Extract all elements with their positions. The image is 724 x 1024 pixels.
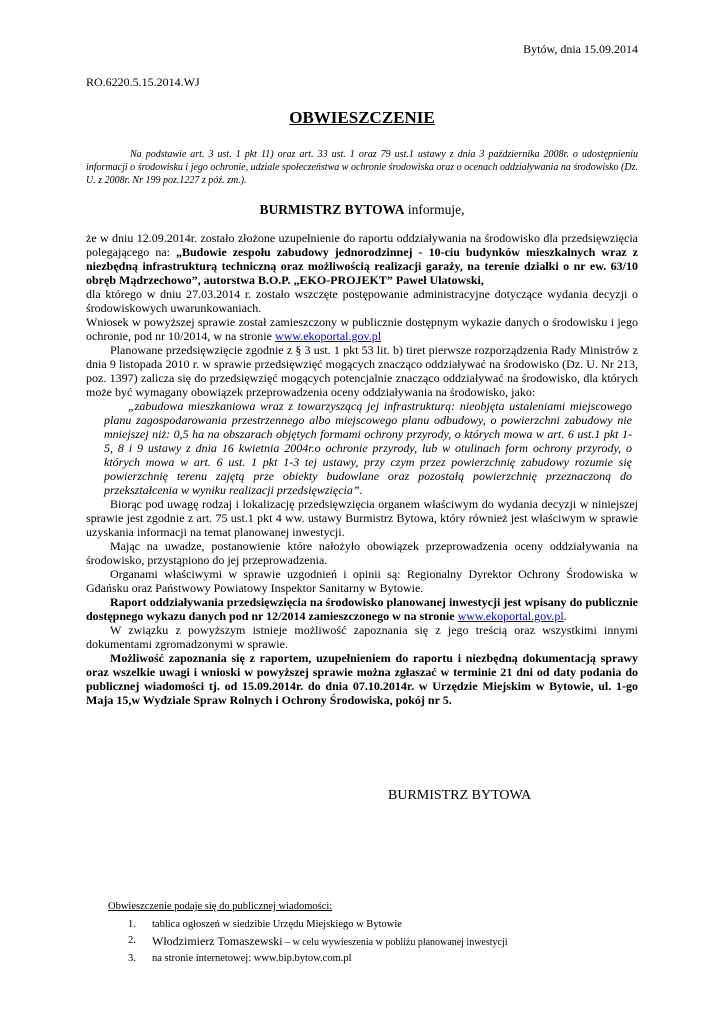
announcer-verb: informuje, <box>404 202 465 217</box>
paragraph-report: Raport oddziaływania przedsięwzięcia na środowisko planowanej inwestycji jest wpisany do publicznie dostępnego wykazu danych pod nr 12/2014 zamieszczonego w na stronie www.ekoportal.gov.pl. <box>86 595 638 623</box>
list-item: 2. Włodzimierz Tomaszewski – w celu wywieszenia w pobliżu planowanej inwestycji <box>128 934 508 948</box>
document-title: OBWIESZCZENIE <box>289 108 435 127</box>
paragraph-assessment: Mając na uwadze, postanowienie które nałożyło obowiązek przeprowadzenia oceny oddziaływania na środowisko, przystąpiono do jej przeprowadzenia. <box>86 539 638 567</box>
notice-list <box>128 917 508 967</box>
legal-basis: Na podstawie art. 3 ust. 1 pkt 11) oraz art. 33 ust. 1 oraz 79 ust.1 ustawy z dnia 3 października 2008r. o udostępnieniu informacji o środowisku i jego ochronie, udziale społeczeństwa w ochronie środowiska oraz o ocenach oddziaływania na środowisko (Dz. U. z 2008r. Nr 199 poz.1227 z póź. zm.). <box>86 149 638 186</box>
signature: BURMISTRZ BYTOWA <box>388 788 532 803</box>
paragraph-agencies: Organami właściwymi w sprawie uzgodnień i opinii są: Regionalny Dyrektor Ochrony Środowiska w Gdańsku oraz Państwowy Powiatowy Inspektor Sanitarny w Bytowie. <box>86 567 638 595</box>
document-body <box>86 231 638 707</box>
paragraph-documents: W związku z powyższym istnieje możliwość zapoznania się z jego treścią oraz wszystkimi innymi dokumentami zgromadzonymi w sprawie. <box>86 623 638 651</box>
reference-number: RO.6220.5.15.2014.WJ <box>86 75 200 89</box>
list-item: 3. na stronie internetowej: www.bip.bytow.com.pl <box>128 953 352 964</box>
paragraph-register: Wniosek w powyższej sprawie został zamieszczony w publicznie dostępnym wykazie danych o środowisku i jego ochronie, pod nr 10/2014, w na stronie www.ekoportal.gov.pl <box>86 315 638 343</box>
paragraph-regulation: Planowane przedsięwzięcie zgodnie z § 3 ust. 1 pkt 53 lit. b) tiret pierwsze rozporządzenia Rady Ministrów z dnia 9 listopada 2010 r. w sprawie przedsięwzięć mogących znacząco oddziaływać na środowisko (Dz. U. Nr 213, poz. 1397) zalicza się do przedsięwzięć mogących potencjalnie znacząco oddziaływać na środowisko, dla których może być wymagany obowiązek przeprowadzenia oceny oddziaływania na środowisko, jako: <box>86 343 638 399</box>
paragraph-deadline: Możliwość zapoznania się z raportem, uzupełnieniem do raportu i niezbędną dokumentacją sprawy oraz wszelkie uwagi i wnioski w powyższej sprawie można zgłaszać w terminie 21 dni od daty podania do publicznej wiadomości tj. od 15.09.2014r. do dnia 07.10.2014r. w Urzędzie Miejskim w Bytowie, ul. 1-go Maja 15,w Wydziale Spraw Rolnych i Ochrony Środowiska, pokój nr 5. <box>86 651 638 707</box>
document-date: Bytów, dnia 15.09.2014 <box>523 42 638 56</box>
notice-heading: Obwieszczenie podaje się do publicznej wiadomości: <box>108 901 333 912</box>
ekoportal-link[interactable]: www.ekoportal.gov.pl <box>274 329 382 343</box>
paragraph-submission: że w dniu 12.09.2014r. zostało złożone uzupełnienie do raportu oddziaływania na środowisko dla przedsięwzięcia polegającego na: „Budowie zespołu zabudowy jednorodzinnej - 10-ciu budynków mieszkalnych wraz z niezbędną infrastrukturą techniczną oraz możliwością realizacji garaży, na terenie działki o nr ew. 63/10 obręb Mądrzechowo”, autorstwa B.O.P. „EKO-PROJEKT” Paweł Ulatowski, dla którego w dniu 27.03.2014 r. zostało wszczęte postępowanie administracyjne dotyczące wydania decyzji o środowiskowych uwarunkowaniach. <box>86 231 638 315</box>
paragraph-quote: „zabudowa mieszkaniowa wraz z towarzyszącą jej infrastrukturą: nieobjęta ustaleniami miejscowego planu zagospodarowania przestrzennego albo miejscowego planu odbudowy, o powierzchni zabudowy nie mniejszej niż: 0,5 ha na obszarach objętych formami ochrony przyrody, o których mowa w art. 6 ust.1 pkt 1-5, 8 i 9 ustawy z dnia 16 kwietnia 2004r.o ochronie przyrody, lub w otulinach form ochrony przyrody, o których mowa w art. 6 ust. 1 pkt 1-3 tej ustawy, przy czym przez powierzchnię zabudowy rozumie się powierzchnię terenu zajętą prze obiekty budowlane oraz pozostałą powierzchnię przeznaczoną do przekształcenia w wyniku realizacji przedsięwzięcia”. <box>104 399 632 497</box>
list-item: 1. tablica ogłoszeń w siedzibie Urzędu Miejskiego w Bytowie <box>128 919 402 930</box>
announcer-name: BURMISTRZ BYTOWA <box>259 202 405 217</box>
paragraph-authority: Biorąc pod uwagę rodzaj i lokalizację przedsięwzięcia organem właściwym do wydania decyzji w niniejszej sprawie jest zgodnie z art. 75 ust.1 pkt 4 ww. ustawy Burmistrz Bytowa, który również jest właściwym w sprawie uzyskania informacji na temat planowanej inwestycji. <box>86 497 638 539</box>
ekoportal-link-2[interactable]: www.ekoportal.gov.pl <box>457 609 564 623</box>
announcer-line <box>0 202 724 218</box>
